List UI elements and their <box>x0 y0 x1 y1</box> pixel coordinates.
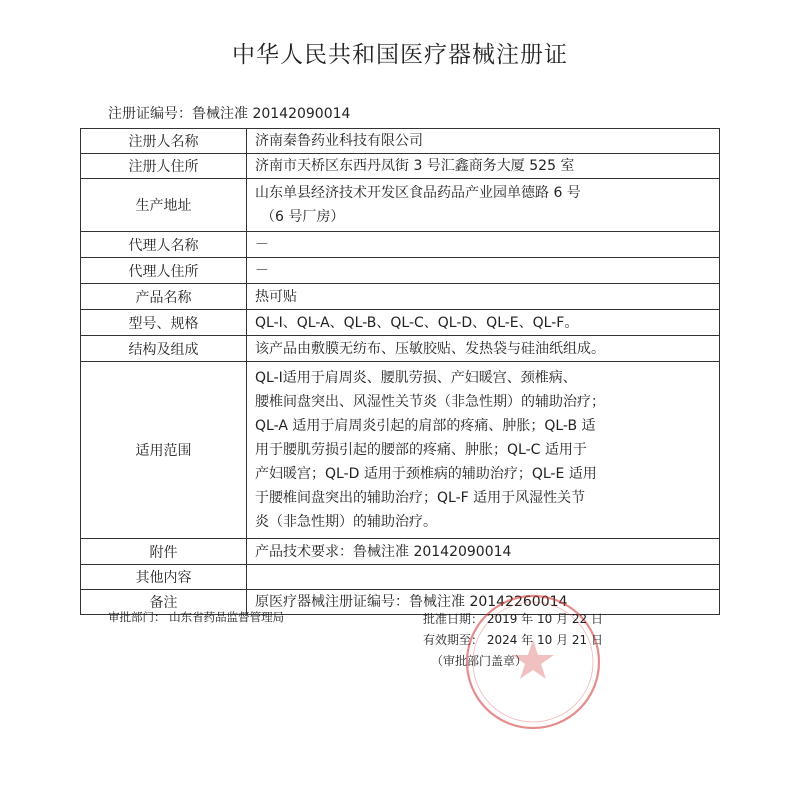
row-value: 热可贴 <box>247 284 720 310</box>
seal-note: （审批部门盖章） <box>431 654 528 668</box>
table-row <box>81 232 720 258</box>
row-value: － <box>247 232 720 258</box>
registration-number: 注册证编号：鲁械注准 20142090014 <box>108 106 351 122</box>
value-line: QL-Ⅰ适用于肩周炎、腰肌劳损、产妇暖宫、颈椎病、 <box>255 370 577 386</box>
row-label: 产品名称 <box>81 284 247 310</box>
table-row <box>81 154 720 179</box>
approval-info <box>423 609 603 672</box>
row-label: 附件 <box>81 539 247 565</box>
table-row <box>81 336 720 362</box>
row-value: 济南秦鲁药业科技有限公司 <box>247 129 720 154</box>
row-label: 适用范围 <box>81 362 247 539</box>
row-label: 结构及组成 <box>81 336 247 362</box>
row-label: 其他内容 <box>81 565 247 590</box>
table-row <box>81 258 720 284</box>
row-label: 生产地址 <box>81 179 247 232</box>
row-value: 产品技术要求：鲁械注准 20142090014 <box>247 539 720 565</box>
row-value: 济南市天桥区东西丹凤街 3 号汇鑫商务大厦 525 室 <box>247 154 720 179</box>
row-label: 代理人住所 <box>81 258 247 284</box>
value-line: 炎（非急性期）的辅助治疗。 <box>255 514 437 530</box>
row-value <box>247 179 720 232</box>
table-row <box>81 539 720 565</box>
value-line: 用于腰肌劳损引起的腰部的疼痛、肿胀；QL-C 适用于 <box>255 442 587 458</box>
certificate-title: 中华人民共和国医疗器械注册证 <box>232 42 568 68</box>
row-value <box>247 565 720 590</box>
row-value: 该产品由敷膜无纺布、压敏胶贴、发热袋与硅油纸组成。 <box>247 336 720 362</box>
row-value: － <box>247 258 720 284</box>
row-value <box>247 362 720 539</box>
value-line: 腰椎间盘突出、风湿性关节炎（非急性期）的辅助治疗； <box>255 394 605 410</box>
row-label: 型号、规格 <box>81 310 247 336</box>
row-label: 注册人名称 <box>81 129 247 154</box>
row-value: 原医疗器械注册证编号：鲁械注准 20142260014 <box>247 590 720 615</box>
row-value: QL-Ⅰ、QL-A、QL-B、QL-C、QL-D、QL-E、QL-F。 <box>247 310 720 336</box>
table-row <box>81 310 720 336</box>
approval-department: 审批部门： 山东省药品监督管理局 <box>108 610 285 624</box>
valid-until: 有效期至： 2024 年 10 月 21 日 <box>423 633 603 647</box>
table-row <box>81 565 720 590</box>
table-row <box>81 284 720 310</box>
table-row <box>81 362 720 539</box>
value-line: QL-A 适用于肩周炎引起的肩部的疼痛、肿胀；QL-B 适 <box>255 418 596 434</box>
value-line: 产妇暖宫；QL-D 适用于颈椎病的辅助治疗；QL-E 适用 <box>255 466 597 482</box>
approval-date: 批准日期： 2019 年 10 月 22 日 <box>423 612 603 626</box>
row-label: 代理人名称 <box>81 232 247 258</box>
row-label: 注册人住所 <box>81 154 247 179</box>
value-line: 于腰椎间盘突出的辅助治疗；QL-F 适用于风湿性关节 <box>255 490 586 506</box>
certificate-table <box>80 128 720 615</box>
value-line: （6 号厂房） <box>261 209 345 225</box>
table-row <box>81 129 720 154</box>
value-line: 山东单县经济技术开发区食品药品产业园单德路 6 号 <box>255 185 581 201</box>
row-label: 备注 <box>81 590 247 615</box>
table-row <box>81 179 720 232</box>
